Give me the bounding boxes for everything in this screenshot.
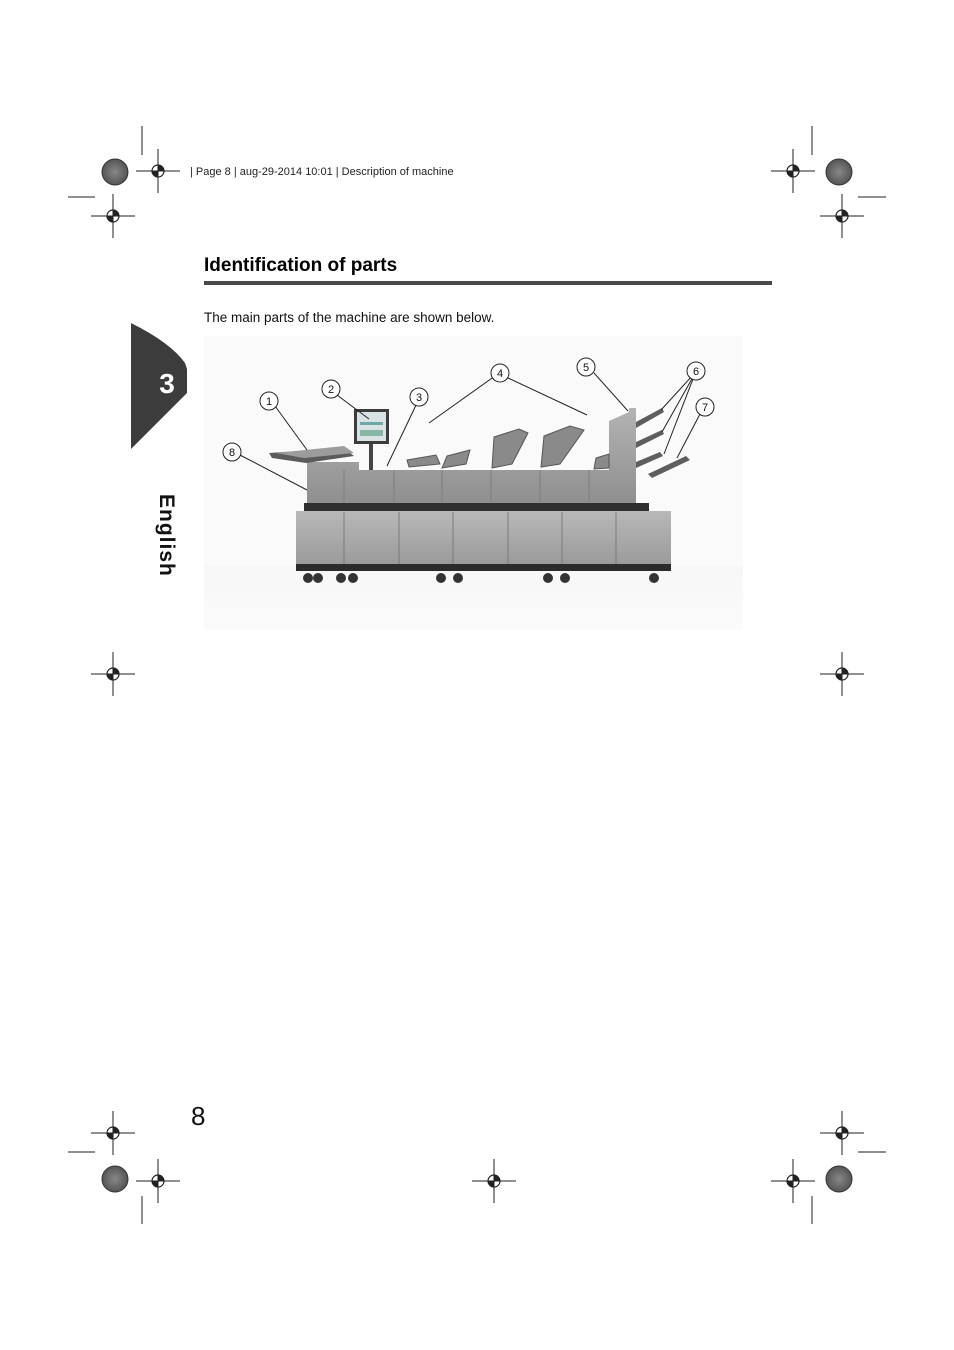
callout-label: 6 <box>692 366 700 378</box>
callout-label: 4 <box>496 368 504 380</box>
section-title: Identification of parts <box>204 255 398 276</box>
callout-label: 7 <box>701 402 709 414</box>
chapter-number: 3 <box>159 368 175 399</box>
intro-text: The main parts of the machine are shown below. <box>204 310 495 325</box>
callout-label: 2 <box>327 384 335 396</box>
callout-label: 8 <box>228 447 236 459</box>
machine-figure <box>204 336 743 630</box>
title-rule <box>204 281 772 285</box>
language-label: English <box>155 494 178 577</box>
page-number: 8 <box>191 1101 206 1131</box>
callout-label: 5 <box>582 362 590 374</box>
print-header: | Page 8 | aug-29-2014 10:01 | Description of machine <box>190 166 454 178</box>
callout-label: 3 <box>415 392 423 404</box>
callout-label: 1 <box>265 396 273 408</box>
